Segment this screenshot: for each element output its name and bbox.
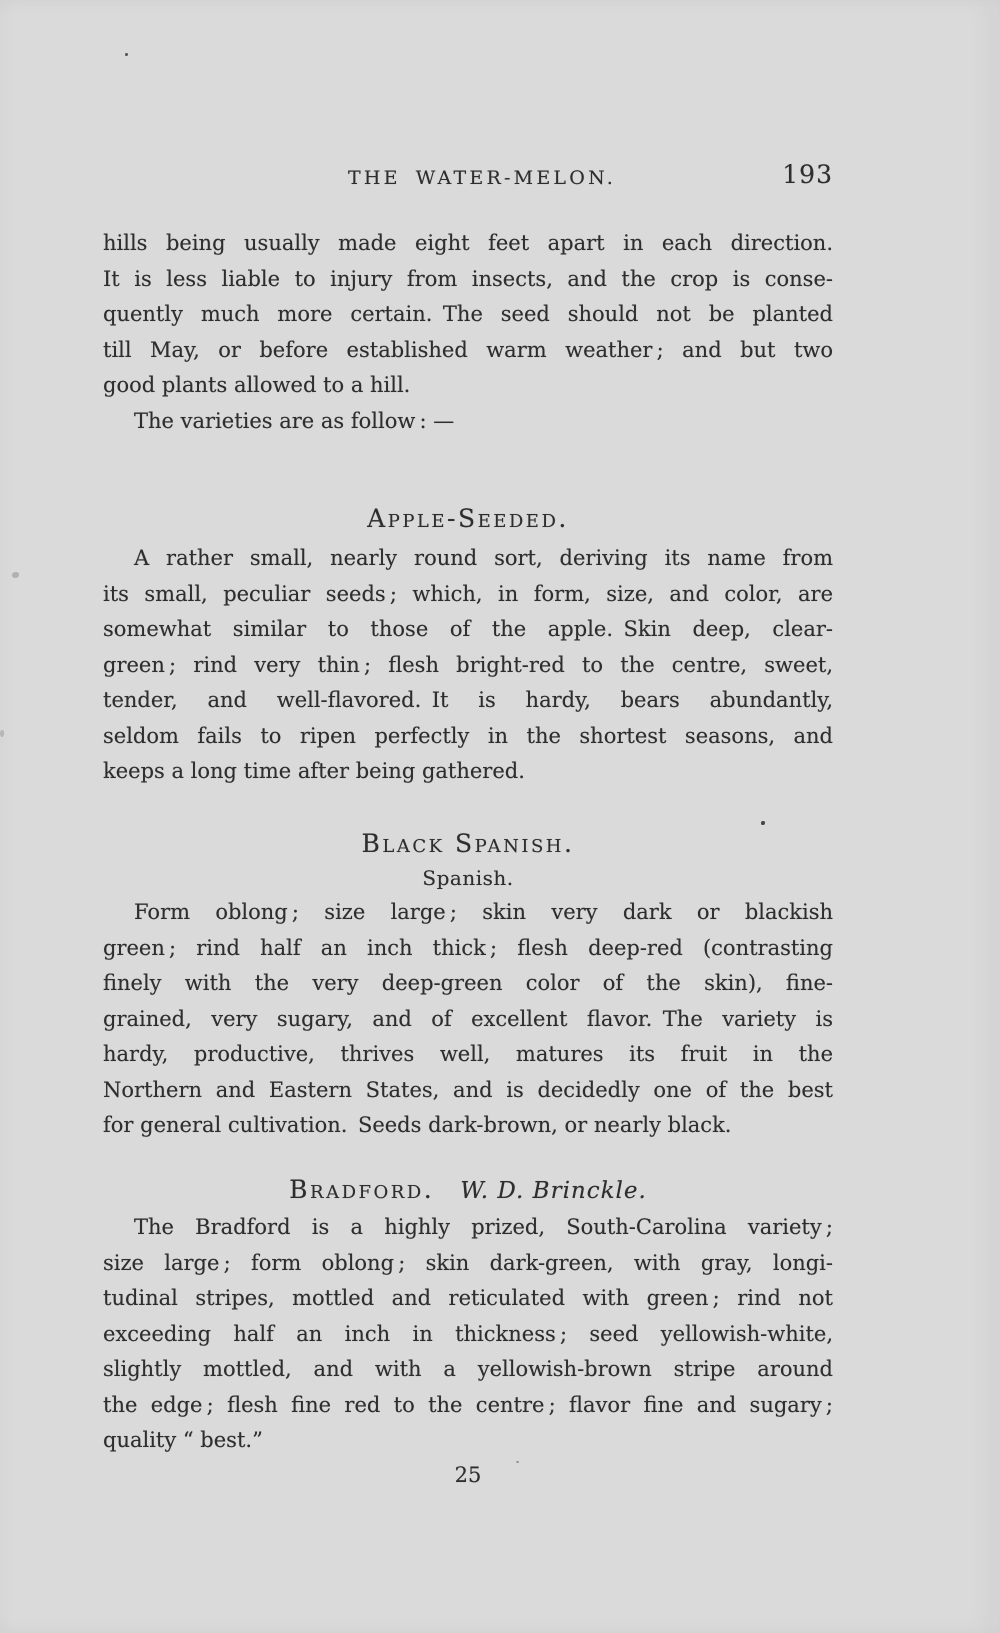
paragraph [103,895,833,1144]
scan-speck [12,572,19,578]
running-header-title: THE WATER-MELON. [347,167,617,189]
text-line: its small, peculiar seeds ; which, in form, size, and color, are [103,581,833,606]
section-heading-apple-seeded [103,504,833,537]
text-line: tudinal stripes, mottled and reticulated with green ; rind not [103,1286,833,1310]
scan-speck [516,1461,519,1463]
text-line: green ; rind half an inch thick ; flesh deep-red (contrasting [103,935,833,960]
heading-text: Black Spanish. [361,829,575,858]
paragraph [103,226,833,404]
text-line: A rather small, nearly round sort, deriving its name from [134,546,833,570]
text-line: keeps a long time after being gathered. [103,759,525,783]
heading-text: Bradford. [289,1175,435,1204]
text-line: hardy, productive, thrives well, matures its fruit in the [103,1042,833,1066]
text-line: tender, and well-flavored. It is hardy, bears abundantly, [103,688,833,712]
text-line: exceeding half an inch in thickness ; seed yellowish-white, [103,1321,833,1346]
text-line: good plants allowed to a hill. [103,373,411,397]
section-heading-black-spanish [103,829,833,862]
text-line: till May, or before established warm weather ; and but two [103,337,833,362]
text-line: quently much more certain. The seed should not be planted [103,302,833,326]
paragraph [103,541,833,790]
paragraph [103,1210,833,1459]
heading-text: Apple-Seeded. [367,504,569,533]
scan-speck [125,53,128,56]
paragraph [103,404,833,440]
text-line: The Bradford is a highly prized, South-Carolina variety ; [134,1215,833,1239]
text-line: It is less liable to injury from insects, and the crop is conse- [103,266,833,291]
section-heading-bradford [103,1175,833,1208]
intro-text [103,226,833,439]
text-line: for general cultivation. Seeds dark-brown, or nearly black. [103,1113,732,1137]
text-line: The varieties are as follow : — [134,408,455,433]
text-line: Northern and Eastern States, and is decidedly one of the best [103,1077,833,1102]
text-line: finely with the very deep-green color of the skin), fine- [103,971,833,995]
heading-attribution: W. D. Brinckle. [460,1178,647,1204]
text-line: quality “ best.” [103,1428,263,1452]
text-line: grained, very sugary, and of excellent flavor. The variety is [103,1006,833,1031]
text-line: hills being usually made eight feet apart in each direction. [103,231,833,255]
page-number: 193 [782,160,833,189]
scan-speck [0,730,4,737]
text-line: Form oblong ; size large ; skin very dark or blackish [134,900,833,924]
text-line: somewhat similar to those of the apple. Skin deep, clear- [103,617,833,641]
text-line: the edge ; flesh fine red to the centre ; flavor fine and sugary ; [103,1392,833,1417]
section-subheading: Spanish. [422,866,514,890]
scan-speck [761,821,765,825]
text-line: size large ; form oblong ; skin dark-green, with gray, longi- [103,1250,833,1275]
text-line: slightly mottled, and with a yellowish-brown stripe around [103,1357,833,1381]
text-line: green ; rind very thin ; flesh bright-red to the centre, sweet, [103,652,833,677]
text-line: seldom fails to ripen perfectly in the shortest seasons, and [103,723,833,748]
signature-number: 25 [454,1463,482,1487]
